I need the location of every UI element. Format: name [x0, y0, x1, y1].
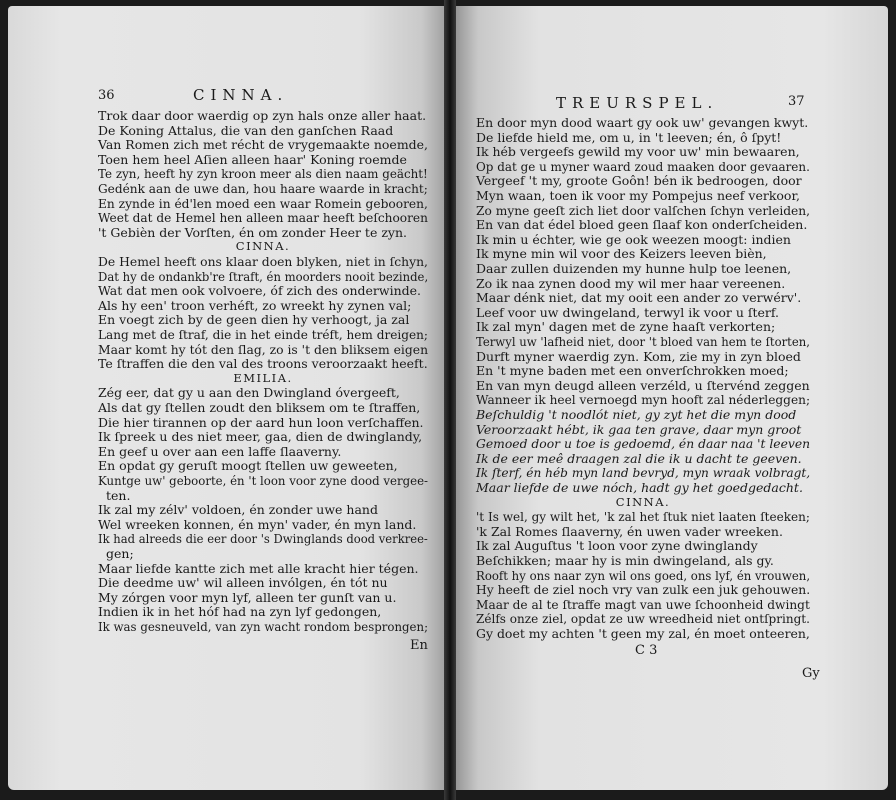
right-page-number: 37 — [788, 94, 805, 109]
verse-line: En voegt zich by de geen dien hy verhoogt, ja zal — [98, 312, 410, 328]
verse-line: Gy doet my achten 't geen my zal, én moet onteeren, — [476, 626, 810, 641]
verse-line: Kuntge uw' geboorte, én 't loon voor zyne dood vergee- — [98, 473, 428, 488]
verse-line: En van dat édel bloed geen ſlaaf kon onderſcheiden. — [476, 217, 808, 233]
verse-line: 't Is wel, gy wilt het, 'k zal het ſtuk niet laaten ſteeken; — [476, 509, 810, 525]
verse-line: Hy heeft de ziel noch vry van zulk een juk gehouwen. — [476, 582, 811, 598]
left-page-number: 36 — [98, 88, 115, 103]
verse-line: Wanneer ik heel vernoegd myn hooft zal néderleggen; — [476, 392, 811, 408]
verse-line: Maar de al te ſtraffe magt van uwe ſchoonheid dwingt — [476, 596, 810, 612]
verse-line: Ik was gesneuveld, van zyn wacht rondom besprongen; — [98, 619, 429, 634]
verse-line: Toen hem heel Aſien alleen haar' Koning roemde — [98, 151, 407, 167]
verse-line: Te ſtraffen die den val des troons veroorzaakt heeft. — [98, 356, 428, 372]
verse-line: Op dat ge u myner waard zoud maaken door gevaaren. — [476, 158, 810, 174]
verse-line: 'k Zal Romes ſlaaverny, én uwen vader wreeken. — [476, 523, 783, 539]
verse-line: Maar dénk niet, dat my ooit een ander zo verwérv'. — [476, 290, 802, 306]
verse-line: Trok daar door waerdig op zyn hals onze aller haat. — [98, 108, 427, 123]
verse-line: Zélfs onze ziel, opdat ze uw wreedheid niet ontſpringt. — [476, 611, 810, 627]
verse-line: My zórgen voor myn lyf, alleen ter gunſt van u. — [98, 589, 397, 605]
verse-line: Ik had alreeds die eer door 's Dwinglands dood verkree- — [98, 531, 428, 547]
verse-line: En zynde in éd'len moed een waar Romein gebooren, — [98, 195, 428, 211]
verse-line: Ik ſterf, én héb myn land bevryd, myn wraak volbragt, — [476, 465, 811, 481]
verse-line: Ik min u échter, wie ge ook weezen moogt: indien — [476, 231, 791, 247]
verse-line: Ik de eer meê draagen zal die ik u dacht te geeven. — [476, 450, 802, 466]
book-gutter — [444, 0, 456, 800]
verse-line: Ik héb vergeefs gewild my voor uw' min bewaaren, — [476, 144, 800, 160]
verse-line: Maar komt hy tót den ſlag, zo is 't den bliksem eigen — [98, 341, 429, 357]
left-running-head: CINNA. — [193, 86, 289, 104]
verse-line: Van Romen zich met récht de vrygemaakte noemde, — [98, 137, 428, 153]
verse-line: Weet dat de Hemel hen alleen maar heeft beſchooren — [98, 210, 428, 226]
verse-line: Leef voor uw dwingeland, terwyl ik voor u ſterf. — [476, 304, 780, 320]
verse-line: Die deedme uw' wil alleen invólgen, én tót nu — [98, 575, 388, 591]
verse-line: Als dat gy ſtellen zoudt den bliksem om te ſtraffen, — [98, 400, 421, 415]
verse-line: Ik zal Auguſtus 't loon voor zyne dwinglandy — [476, 538, 758, 554]
right-catchword: Gy — [802, 666, 820, 681]
verse-line: En door myn dood waart gy ook uw' gevangen kwyt. — [476, 115, 809, 130]
verse-line: Wel wreeken konnen, én myn' vader, én myn land. — [98, 516, 417, 532]
right-signature: C 3 — [635, 643, 658, 658]
verse-line: Ik zal my zélv' voldoen, én zonder uwe hand — [98, 502, 378, 518]
verse-line: Maar liefde kantte zich met alle kracht hier tégen. — [98, 560, 419, 576]
verse-line: En van myn deugd alleen verzéld, u ſtervénd zeggen — [476, 377, 810, 393]
verse-line: Rooft hy ons naar zyn wil ons goed, ons lyf, én vrouwen, — [476, 567, 811, 583]
verse-line: En 't myne baden met een onverſchrokken moed; — [476, 363, 789, 379]
verse-line: Ik myne min wil voor des Keizers leeven bièn, — [476, 246, 767, 262]
left-page — [8, 6, 448, 790]
verse-line: De Koning Attalus, die van den ganſchen Raad — [98, 122, 394, 138]
verse-line: Als hy een' troon verhéft, zo wreekt hy zynen val; — [98, 297, 412, 313]
left-catchword: En — [410, 638, 428, 653]
verse-line: Lang met de ſtraf, die in het einde tréft, hem dreigen; — [98, 327, 428, 342]
verse-line: Vergeef 't my, groote Goôn! bén ik bedroogen, door — [476, 173, 802, 189]
speaker-name: CINNA. — [235, 239, 291, 254]
verse-line: Daar zullen duizenden my hunne hulp toe leenen, — [476, 261, 792, 276]
right-running-head: TREURSPEL. — [556, 94, 719, 112]
verse-line: De liefde hield me, om u, in 't leeven; én, ô ſpyt! — [476, 129, 782, 145]
verse-line: Zég eer, dat gy u aan den Dwingland óvergeeft, — [98, 385, 400, 401]
verse-line: Te zyn, heeft hy zyn kroon meer als dien naam geächt! — [98, 166, 428, 182]
verse-line: Beſchuldig 't noodlót niet, gy zyt het die myn dood — [476, 407, 797, 422]
verse-line: Gedénk aan de uwe dan, hou haare waarde in kracht; — [98, 181, 428, 196]
verse-line: De Hemel heeft ons klaar doen blyken, niet in ſchyn, — [98, 254, 428, 269]
verse-line: Dat hy de ondankb're ſtraft, én moorders nooit bezinde, — [98, 268, 429, 284]
right-page — [452, 6, 888, 790]
verse-line: Terwyl uw 'lafheid niet, door 't bloed van hem te ſtorten, — [476, 334, 810, 349]
verse-line: ten. — [106, 487, 131, 503]
speaker-name: CINNA. — [615, 494, 671, 509]
verse-line: Maar liefde de uwe nóch, hadt gy het goedgedacht. — [476, 480, 803, 495]
verse-line: Gemoed door u toe is gedoemd, én daar naa 't leeven — [476, 436, 811, 452]
verse-line: En geef u over aan een laffe ſlaaverny. — [98, 443, 342, 459]
verse-line: 't Gebièn der Vorſten, én om zonder Heer te zyn. — [98, 224, 408, 240]
verse-line: Die hier tirannen op der aard hun loon verſchaffen. — [98, 414, 424, 430]
verse-line: Beſchikken; maar hy is min dwingeland, als gy. — [476, 553, 774, 568]
speaker-name: EMILIA. — [233, 370, 293, 385]
verse-line: gen; — [106, 546, 134, 561]
verse-line: Zo ik naa zynen dood my wil mer haar vereenen. — [476, 275, 786, 291]
verse-line: Ik zal myn' dagen met de zyne haaſt verkorten; — [476, 319, 776, 335]
verse-line: Durft myner waerdig zyn. Kom, zie my in zyn bloed — [476, 348, 801, 364]
verse-line: Zo myne geeſt zich liet door valſchen ſchyn verleiden, — [476, 202, 811, 218]
verse-line: En opdat gy geruſt moogt ſtellen uw geweeten, — [98, 458, 398, 474]
verse-line: Wat dat men ook volvoere, óf zich des onderwinde. — [98, 283, 422, 299]
verse-line: Indien ik in het hóf had na zyn lyf gedongen, — [98, 604, 382, 620]
verse-line: Ik ſpreek u des niet meer, gaa, dien de dwinglandy, — [98, 429, 423, 445]
verse-line: Veroorzaakt hébt, ik gaa ten grave, daar myn groot — [476, 421, 802, 437]
verse-line: Myn waan, toen ik voor my Pompejus neef verkoor, — [476, 188, 801, 203]
